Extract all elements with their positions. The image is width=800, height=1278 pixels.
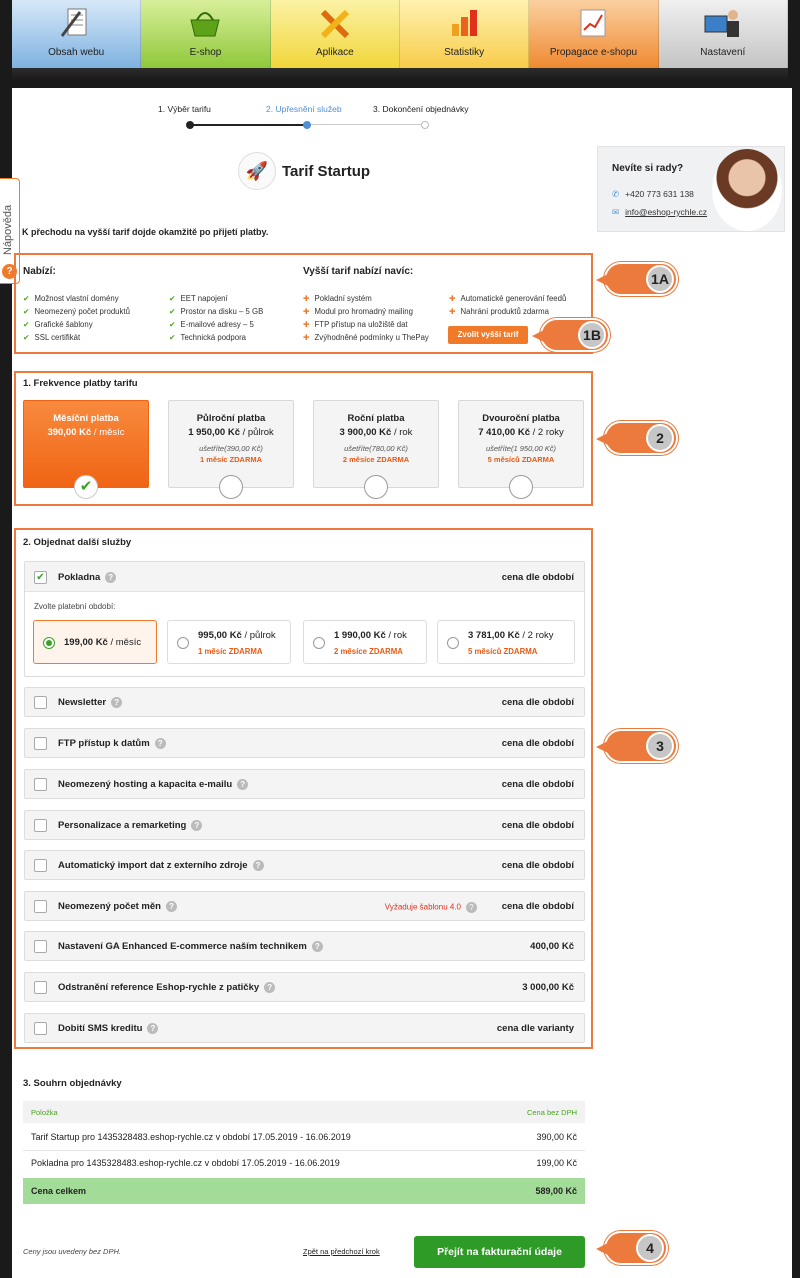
services-heading: 2. Objednat další služby — [23, 537, 132, 548]
service-price: cena dle období — [501, 820, 574, 831]
service-row — [24, 769, 585, 799]
bar-chart-icon — [442, 6, 486, 42]
service-row — [24, 850, 585, 880]
service-name: FTP přístup k datům — [58, 738, 150, 750]
phone-icon: ✆ — [612, 189, 620, 199]
annotation-badge-4: 4 — [604, 1231, 668, 1265]
check-icon: ✔ — [23, 294, 30, 303]
requirement-note: Vyžaduje šablonu 4.0 — [384, 902, 461, 912]
summary-item: Pokladna pro 1435328483.eshop-rychle.cz v období 17.05.2019 - 16.06.2019 — [31, 1158, 340, 1168]
service-checkbox[interactable] — [34, 900, 47, 913]
rocket-icon: 🚀 — [238, 152, 276, 190]
question-icon[interactable]: ? — [466, 902, 477, 913]
option-free: 5 měsíců ZDARMA — [468, 647, 538, 656]
plan-radio[interactable] — [219, 475, 243, 499]
email-icon: ✉ — [612, 207, 620, 217]
plan-unit: / půlrok — [239, 427, 274, 438]
step-remaining-line — [307, 124, 425, 125]
plan-monthly[interactable] — [23, 400, 149, 495]
plan-radio[interactable] — [364, 475, 388, 499]
step-dot — [303, 121, 311, 129]
tab-label: Statistiky — [444, 47, 485, 58]
step-2: 2. Upřesnění služeb — [266, 104, 342, 114]
plus-icon: ✚ — [303, 333, 310, 342]
feature-item: ✔ Technická podpora — [169, 333, 246, 342]
tools-icon — [313, 6, 357, 42]
option-unit: / rok — [385, 630, 407, 641]
pokladna-option-monthly[interactable] — [33, 620, 157, 664]
summary-price: 199,00 Kč — [536, 1158, 577, 1168]
option-free: 1 měsíc ZDARMA — [198, 647, 263, 656]
plus-icon: ✚ — [303, 320, 310, 329]
service-row — [24, 810, 585, 840]
summary-heading: 3. Souhrn objednávky — [23, 1078, 122, 1089]
step-progress-line — [190, 124, 307, 126]
check-icon: ✔ — [169, 333, 176, 342]
summary-price: 390,00 Kč — [536, 1132, 577, 1142]
summary-total-row — [23, 1178, 585, 1204]
service-checkbox[interactable] — [34, 696, 47, 709]
service-name: Automatický import dat z externího zdroje — [58, 860, 248, 872]
summary-table-header — [23, 1101, 585, 1123]
plan-free: 1 měsíc ZDARMA — [199, 455, 263, 464]
option-radio[interactable] — [177, 637, 189, 649]
upgrade-feature: ✚ FTP přístup na uložiště dat — [303, 320, 408, 329]
period-label: Zvolte platební období: — [34, 602, 116, 611]
contact-phone: +420 773 631 138 — [625, 189, 694, 199]
question-icon[interactable]: ? — [237, 779, 248, 790]
total-price: 589,00 Kč — [535, 1186, 577, 1196]
service-price: cena dle období — [501, 738, 574, 749]
tab-label: E-shop — [189, 47, 222, 58]
upgrade-feature: ✚ Nahrání produktů zdarma — [449, 307, 549, 316]
tab-label: Nastavení — [700, 47, 746, 58]
summary-col-price: Cena bez DPH — [526, 1108, 577, 1117]
option-price: 199,00 Kč — [64, 637, 108, 648]
service-price: cena dle varianty — [496, 1023, 574, 1034]
question-icon[interactable]: ? — [264, 982, 275, 993]
question-icon[interactable]: ? — [253, 860, 264, 871]
plan-name: Měsíční platba — [53, 413, 119, 424]
question-icon[interactable]: ? — [155, 738, 166, 749]
plan-price: 7 410,00 Kč — [478, 427, 530, 438]
plan-saving: ušetříte(780,00 Kč) — [344, 444, 408, 453]
upgrade-tariff-button[interactable]: Zvolit vyšší tarif — [448, 326, 528, 344]
question-icon[interactable]: ? — [111, 697, 122, 708]
check-icon: ✔ — [23, 307, 30, 316]
service-checkbox[interactable] — [34, 859, 47, 872]
option-price: 1 990,00 Kč — [334, 630, 386, 641]
feature-item: ✔ Neomezený počet produktů — [23, 307, 130, 316]
service-row — [24, 972, 585, 1002]
upgrade-heading: Vyšší tarif nabízí navíc: — [303, 266, 414, 277]
row-divider — [23, 1150, 585, 1151]
help-label: Nápověda — [2, 204, 14, 255]
plus-icon: ✚ — [303, 307, 310, 316]
question-icon[interactable]: ? — [191, 820, 202, 831]
plan-price: 3 900,00 Kč — [339, 427, 392, 438]
feature-item: ✔ E-mailové adresy – 5 — [169, 320, 254, 329]
question-icon: ? — [2, 264, 17, 279]
service-name: Pokladna ? — [58, 572, 116, 583]
page-title: Tarif Startup — [282, 163, 371, 180]
frequency-heading: 1. Frekvence platby tarifu — [23, 378, 138, 389]
check-icon: ✔ — [23, 320, 30, 329]
selected-check-icon[interactable]: ✔ — [74, 475, 98, 499]
document-icon — [54, 6, 98, 42]
pokladna-option-halfyear[interactable] — [167, 620, 291, 664]
question-icon[interactable]: ? — [147, 1023, 158, 1034]
service-checkbox[interactable] — [34, 981, 47, 994]
plan-unit: / 2 roky — [529, 427, 564, 438]
option-unit: / půlrok — [241, 630, 276, 641]
plan-saving: ušetříte(390,00 Kč) — [199, 444, 263, 453]
service-price: cena dle období — [501, 860, 574, 871]
check-icon: ✔ — [169, 320, 176, 329]
next-button[interactable]: Přejít na fakturační údaje — [414, 1236, 585, 1268]
plan-yearly[interactable] — [313, 400, 439, 488]
pokladna-option-twoyear[interactable] — [437, 620, 575, 664]
pokladna-checkbox[interactable]: ✔ — [34, 571, 47, 584]
tab-label: Propagace e-shopu — [549, 47, 638, 58]
plan-name: Roční platba — [347, 413, 405, 424]
service-name: Dobití SMS kreditu — [58, 1023, 143, 1035]
check-icon: ✔ — [23, 333, 30, 342]
service-name: Odstranění reference Eshop-rychle z patičky — [58, 982, 260, 994]
option-price: 995,00 Kč — [198, 630, 242, 641]
feature-item: ✔ EET napojení — [169, 294, 228, 303]
service-name: Newsletter — [58, 697, 107, 709]
step-1[interactable]: 1. Výběr tarifu — [158, 104, 211, 114]
plan-free: 5 měsíců ZDARMA — [487, 455, 555, 464]
service-checkbox[interactable] — [34, 819, 47, 832]
service-checkbox[interactable] — [34, 778, 47, 791]
plan-unit: / měsíc — [91, 427, 125, 438]
upgrade-feature: ✚ Pokladní systém — [303, 294, 372, 303]
plan-free: 2 měsíce ZDARMA — [342, 455, 410, 464]
service-name: Nastavení GA Enhanced E-commerce naším technikem — [58, 941, 307, 953]
back-link[interactable]: Zpět na předchozí krok — [303, 1247, 380, 1256]
plan-saving: ušetříte(1 950,00 Kč) — [485, 444, 557, 453]
service-name: Personalizace a remarketing — [58, 820, 187, 832]
top-navigation — [12, 0, 788, 68]
plan-name: Dvouroční platba — [482, 413, 560, 424]
annotation-badge-1b: 1B — [540, 318, 610, 352]
service-checkbox[interactable] — [34, 737, 47, 750]
plus-icon: ✚ — [449, 294, 456, 303]
service-price: cena dle období — [501, 779, 574, 790]
plus-icon: ✚ — [303, 294, 310, 303]
question-icon[interactable]: ? — [105, 572, 116, 583]
feature-item: ✔ Možnost vlastní domény — [23, 294, 119, 303]
service-row — [24, 728, 585, 758]
feature-item: ✔ Prostor na disku – 5 GB — [169, 307, 264, 316]
option-price: 3 781,00 Kč — [468, 630, 520, 641]
chart-icon — [571, 6, 615, 42]
service-price: 3 000,00 Kč — [522, 982, 574, 993]
service-checkbox[interactable] — [34, 1022, 47, 1035]
offers-heading: Nabízí: — [23, 266, 56, 277]
upgrade-feature: ✚ Zvýhodněné podmínky u ThePay — [303, 333, 429, 342]
service-price: cena dle období — [501, 901, 574, 912]
summary-item: Tarif Startup pro 1435328483.eshop-rychle.cz v období 17.05.2019 - 16.06.2019 — [31, 1132, 351, 1142]
annotation-badge-3: 3 — [604, 729, 678, 763]
vat-note: Ceny jsou uvedeny bez DPH. — [23, 1247, 121, 1256]
basket-icon — [183, 6, 227, 42]
option-free: 2 měsíce ZDARMA — [334, 647, 403, 656]
service-price: cena dle období — [501, 572, 574, 583]
contact-box — [597, 146, 785, 232]
pokladna-option-yearly[interactable] — [303, 620, 427, 664]
avatar — [712, 149, 782, 231]
plan-name: Půlroční platba — [196, 413, 266, 424]
tab-aplikace[interactable] — [271, 0, 400, 68]
service-name: Neomezený počet měn — [58, 901, 161, 913]
tab-label: Aplikace — [315, 47, 354, 58]
step-dot — [421, 121, 429, 129]
plan-price: 390,00 Kč — [47, 427, 92, 438]
option-radio[interactable] — [313, 637, 325, 649]
user-computer-icon — [701, 6, 745, 42]
plan-radio[interactable] — [509, 475, 533, 499]
step-dot — [186, 121, 194, 129]
contact-email[interactable]: info@eshop-rychle.cz — [625, 207, 707, 217]
page-subtitle: K přechodu na vyšší tarif dojde okamžitě po přijetí platby. — [22, 227, 269, 237]
service-price: 400,00 Kč — [530, 941, 574, 952]
feature-item: ✔ SSL certifikát — [23, 333, 81, 342]
total-label: Cena celkem — [31, 1186, 87, 1196]
option-unit: / měsíc — [107, 637, 142, 648]
plan-unit: / rok — [391, 427, 413, 438]
annotation-badge-2: 2 — [604, 421, 678, 455]
tab-obsah-webu[interactable] — [12, 0, 141, 68]
service-row — [24, 931, 585, 961]
annotation-badge-1a: 1A — [604, 262, 678, 296]
upgrade-feature: ✚ Automatické generování feedů — [449, 294, 567, 303]
plan-price: 1 950,00 Kč — [188, 427, 240, 438]
tab-propagace[interactable] — [529, 0, 658, 68]
nav-shadow — [12, 68, 788, 80]
service-name: Neomezený hosting a kapacita e-mailu — [58, 779, 233, 791]
option-radio[interactable] — [447, 637, 459, 649]
step-3: 3. Dokončení objednávky — [373, 104, 469, 114]
tab-statistiky[interactable] — [400, 0, 529, 68]
tab-e-shop[interactable] — [141, 0, 270, 68]
option-radio[interactable] — [43, 637, 55, 649]
plan-halfyear[interactable] — [168, 400, 294, 488]
plus-icon: ✚ — [449, 307, 456, 316]
service-checkbox[interactable] — [34, 940, 47, 953]
check-icon: ✔ — [169, 307, 176, 316]
service-row — [24, 687, 585, 717]
option-unit: / 2 roky — [519, 630, 554, 641]
service-price: cena dle období — [501, 697, 574, 708]
summary-col-item: Položka — [31, 1108, 58, 1117]
check-icon: ✔ — [169, 294, 176, 303]
service-row — [24, 891, 585, 921]
feature-item: ✔ Grafické šablony — [23, 320, 93, 329]
plan-twoyear[interactable] — [458, 400, 584, 488]
tab-nastaveni[interactable] — [659, 0, 788, 68]
service-row — [24, 1013, 585, 1043]
question-icon[interactable]: ? — [166, 901, 177, 912]
upgrade-feature: ✚ Modul pro hromadný mailing — [303, 307, 413, 316]
contact-heading: Nevíte si rady? — [612, 163, 684, 174]
question-icon[interactable]: ? — [312, 941, 323, 952]
tab-label: Obsah webu — [48, 47, 105, 58]
